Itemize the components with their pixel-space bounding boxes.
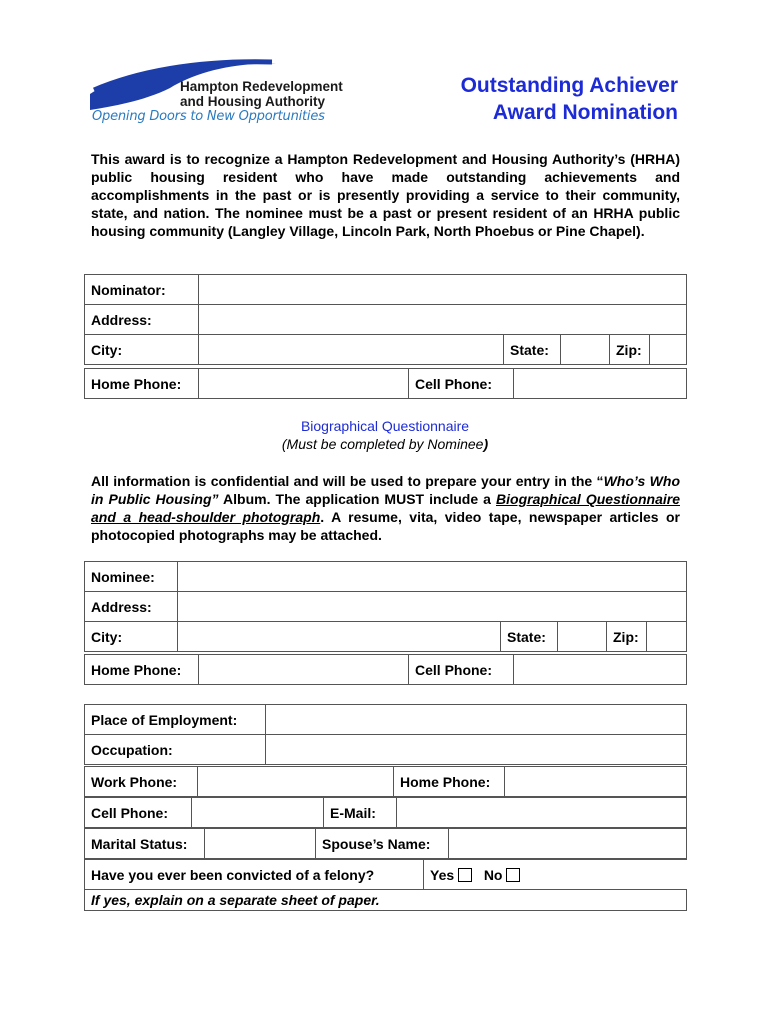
- employment-table: [84, 704, 687, 765]
- nominator-state-input[interactable]: [561, 335, 610, 365]
- work-phone-input[interactable]: [198, 767, 394, 797]
- felony-question: Have you ever been convicted of a felony?: [85, 860, 424, 890]
- felony-table: [84, 859, 687, 911]
- nominee-city-label: City:: [85, 622, 178, 652]
- nominator-city-label: City:: [85, 335, 199, 365]
- logo-tagline: Opening Doors to New Opportunities: [92, 109, 325, 124]
- nominator-state-label: State:: [504, 335, 561, 365]
- nominator-home-phone-label: Home Phone:: [85, 369, 199, 399]
- nominator-cell-phone-label: Cell Phone:: [409, 369, 514, 399]
- nominee-zip-label: Zip:: [607, 622, 647, 652]
- intro-paragraph: This award is to recognize a Hampton Redevelopment and Housing Authority’s (HRHA) public housing resident who have made outstanding achievements and accomplishments in the past or is presently providing a service to their community, state, and nation. The nominee must be a past or present resident of an HRHA public housing community (Langley Village, Lincoln Park, North Phoebus or Pine Chapel).: [91, 151, 680, 239]
- nominator-cell-phone-input[interactable]: [514, 369, 687, 399]
- felony-yes-label: Yes: [430, 866, 455, 883]
- nominator-address-input[interactable]: [199, 305, 687, 335]
- nominee-home-phone-label: Home Phone:: [85, 655, 199, 685]
- felony-no-checkbox[interactable]: [506, 868, 520, 882]
- nominator-address-label: Address:: [85, 305, 199, 335]
- work-phone-table: [84, 766, 687, 797]
- cell-email-table: [84, 797, 687, 828]
- spouse-name-label: Spouse’s Name:: [316, 829, 449, 859]
- questionnaire-subtitle: [0, 436, 770, 452]
- nominee-address-label: Address:: [85, 592, 178, 622]
- nominee-cell-phone-label: Cell Phone:: [409, 655, 514, 685]
- employment-cell-phone-input[interactable]: [192, 798, 324, 828]
- nominee-state-input[interactable]: [558, 622, 607, 652]
- email-input[interactable]: [397, 798, 687, 828]
- occupation-input[interactable]: [266, 735, 687, 765]
- nominator-home-phone-input[interactable]: [199, 369, 409, 399]
- employment-home-phone-label: Home Phone:: [394, 767, 505, 797]
- nominee-phone-table: [84, 654, 687, 685]
- felony-no-label: No: [483, 866, 503, 883]
- nominator-zip-input[interactable]: [650, 335, 687, 365]
- info-required-items: Biographical Questionnaire and a head-shoulder photograph: [91, 491, 680, 525]
- nominee-home-phone-input[interactable]: [199, 655, 409, 685]
- nominee-zip-input[interactable]: [647, 622, 687, 652]
- questionnaire-title: Biographical Questionnaire: [300, 418, 470, 434]
- felony-yes-checkbox[interactable]: [458, 868, 472, 882]
- nominee-state-label: State:: [501, 622, 558, 652]
- info-paragraph: [91, 472, 680, 544]
- work-phone-label: Work Phone:: [85, 767, 198, 797]
- title-line-2: Award Nomination: [492, 101, 678, 124]
- nominator-zip-label: Zip:: [610, 335, 650, 365]
- nominee-label: Nominee:: [85, 562, 178, 592]
- questionnaire-subtitle-text: (Must be completed by Nominee: [281, 436, 484, 452]
- title-line-1: Outstanding Achiever: [460, 74, 678, 97]
- email-label: E-Mail:: [324, 798, 397, 828]
- marital-table: [84, 828, 687, 859]
- nominee-table: [84, 561, 687, 652]
- spouse-name-input[interactable]: [449, 829, 687, 859]
- logo-line-1: Hampton Redevelopment: [180, 79, 343, 94]
- felony-options: [424, 860, 687, 890]
- info-text-1: All information is confidential and will be used to prepare your entry in the “: [91, 473, 604, 489]
- occupation-label: Occupation:: [85, 735, 266, 765]
- employment-cell-phone-label: Cell Phone:: [85, 798, 192, 828]
- questionnaire-subtitle-paren: ): [483, 436, 489, 452]
- nominator-city-input[interactable]: [199, 335, 504, 365]
- felony-note: If yes, explain on a separate sheet of paper.: [85, 890, 687, 911]
- place-of-employment-input[interactable]: [266, 705, 687, 735]
- nominator-input[interactable]: [199, 275, 687, 305]
- place-of-employment-label: Place of Employment:: [85, 705, 266, 735]
- info-text-2: Album. The application MUST include a: [218, 491, 497, 507]
- employment-home-phone-input[interactable]: [505, 767, 687, 797]
- nominator-phone-table: [84, 368, 687, 399]
- marital-status-input[interactable]: [205, 829, 316, 859]
- nominee-city-input[interactable]: [178, 622, 501, 652]
- info-album-name: Who’s Who in Public Housing”: [91, 473, 681, 507]
- nominee-cell-phone-input[interactable]: [514, 655, 687, 685]
- page-title: [461, 72, 678, 126]
- marital-status-label: Marital Status:: [85, 829, 205, 859]
- nominator-table: [84, 274, 687, 365]
- nominator-label: Nominator:: [85, 275, 199, 305]
- logo-line-2: and Housing Authority: [180, 94, 325, 109]
- nominee-input[interactable]: [178, 562, 687, 592]
- nominee-address-input[interactable]: [178, 592, 687, 622]
- info-text-3: . A resume, vita, video tape, newspaper articles or photocopied photographs may be attached.: [91, 509, 681, 543]
